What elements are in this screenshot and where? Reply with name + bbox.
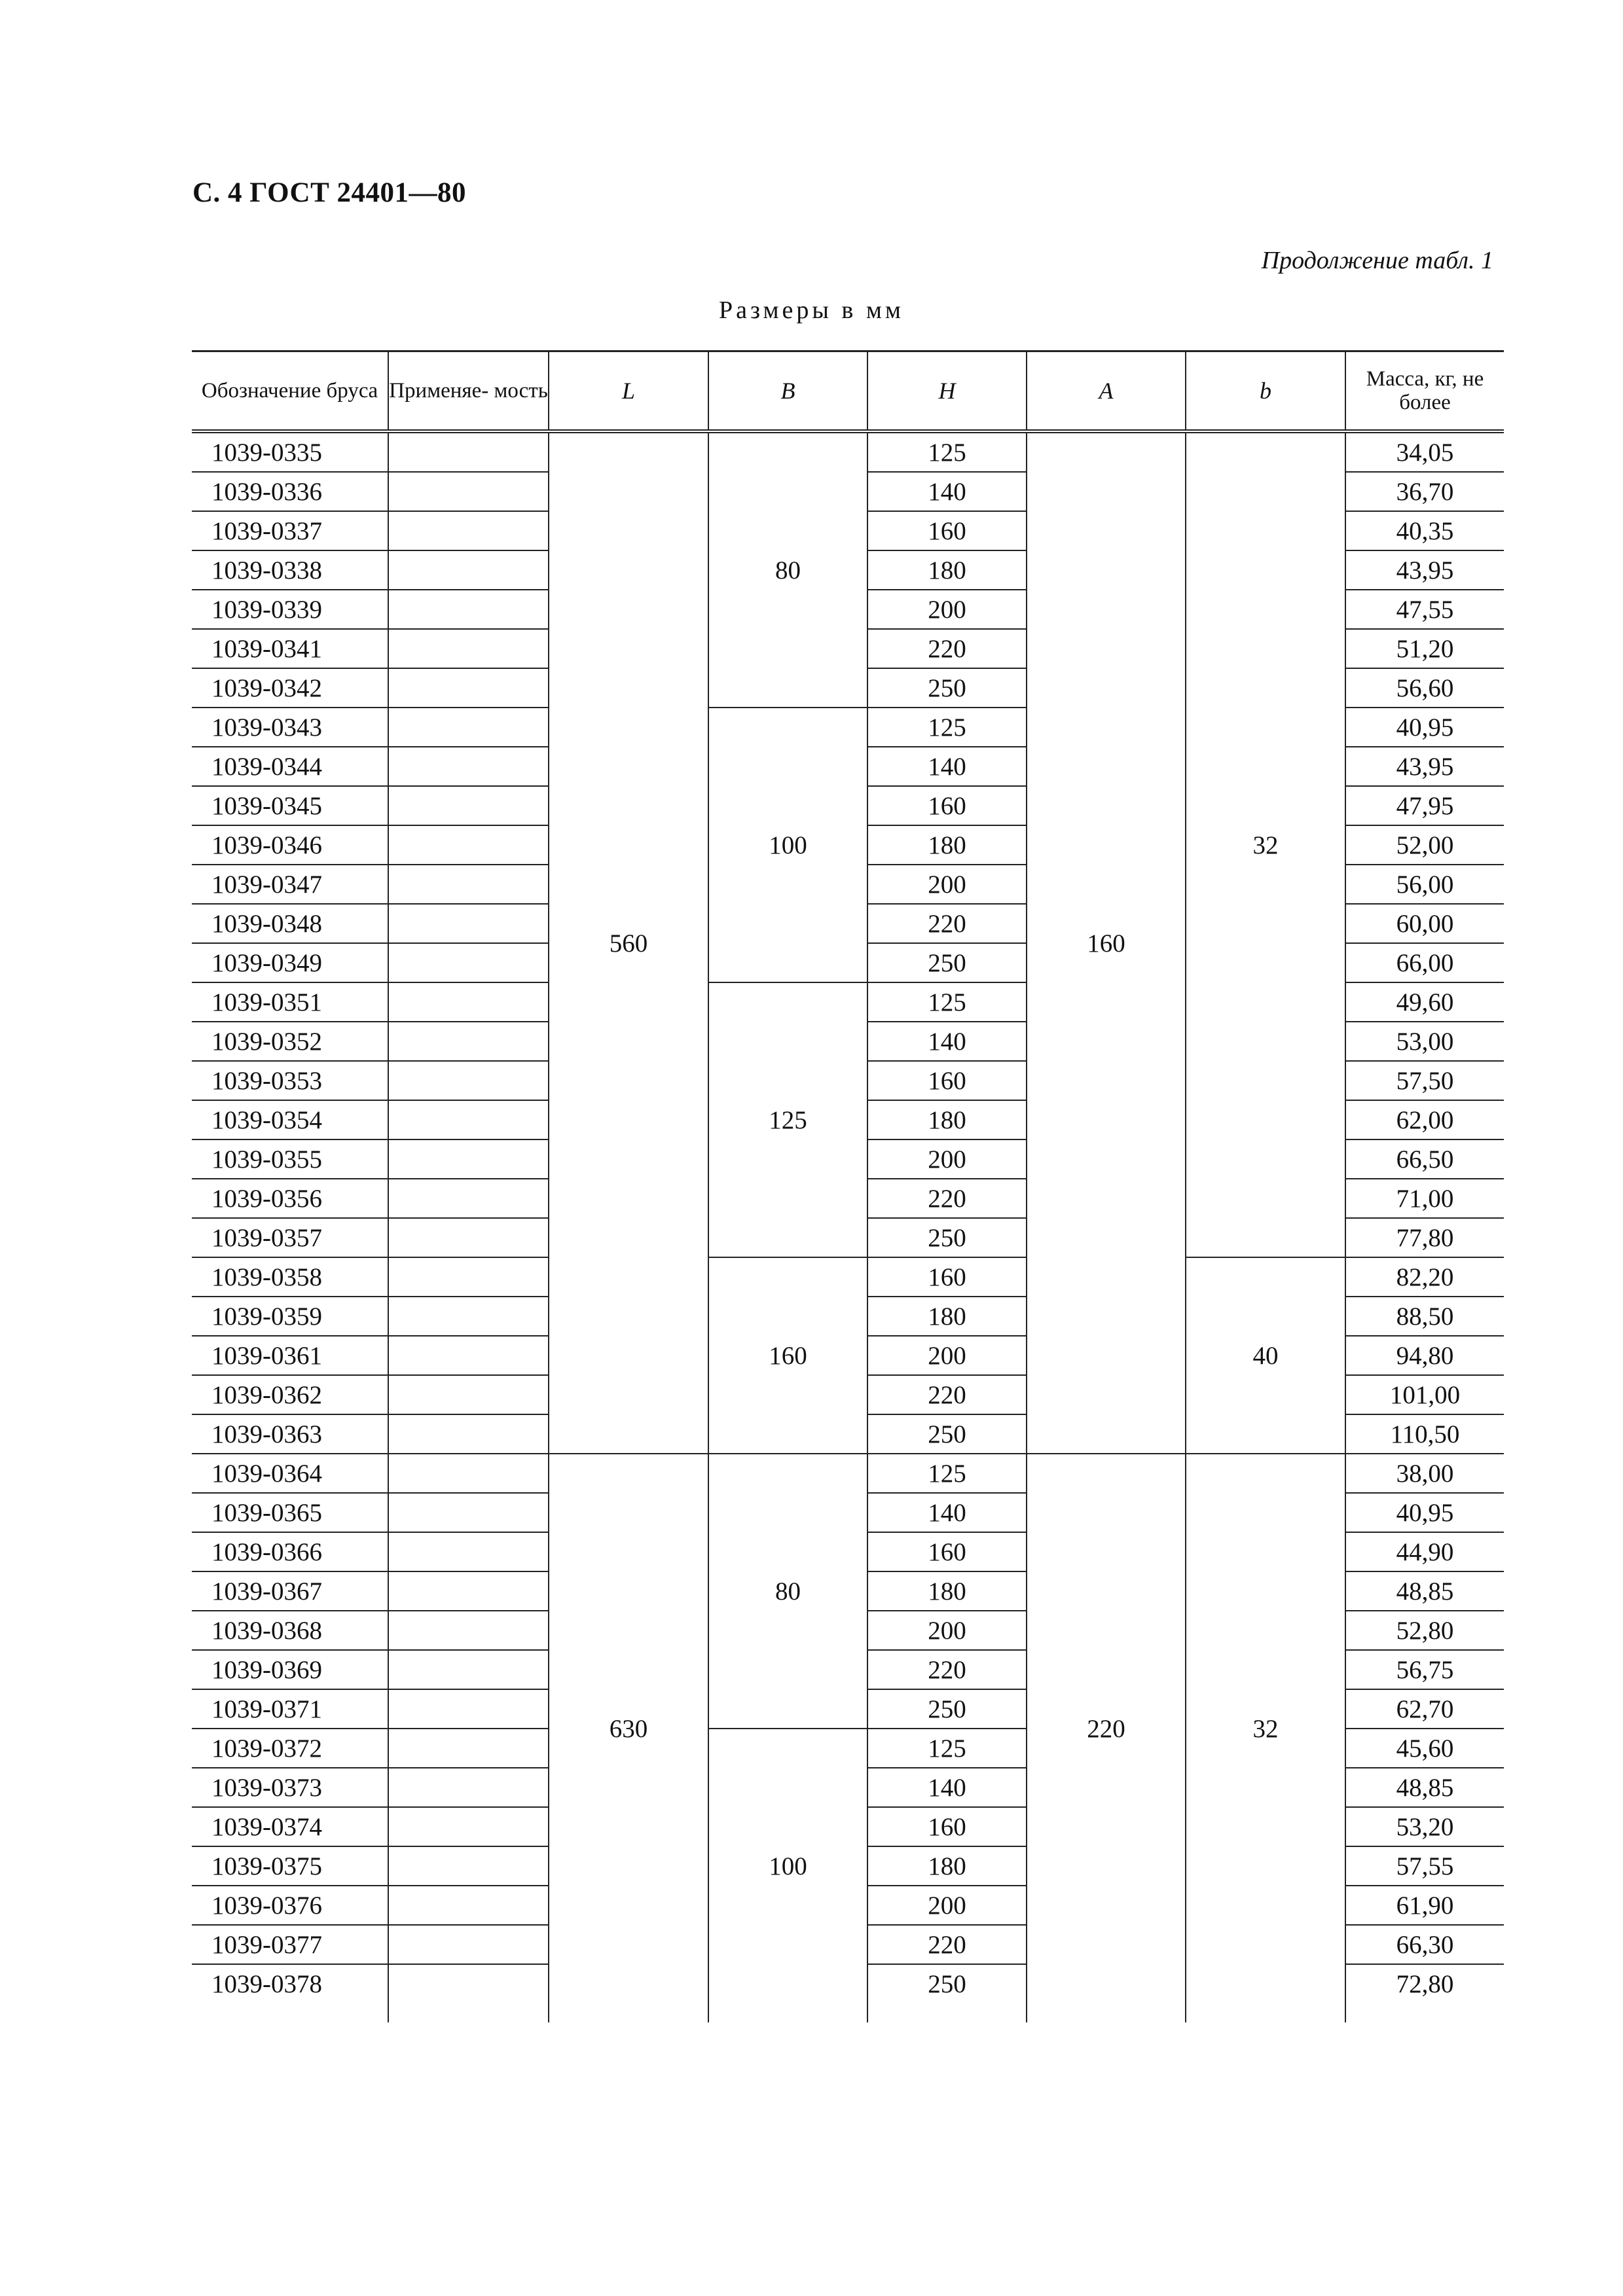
cell-H: 250 xyxy=(867,1414,1027,1454)
cell-code: 1039-0341 xyxy=(192,629,388,668)
cell-applicability xyxy=(388,1179,549,1218)
cell-H: 125 xyxy=(867,1454,1027,1493)
table-continuation-note: Продолжение табл. 1 xyxy=(1261,247,1493,274)
page-header: С. 4 ГОСТ 24401—80 xyxy=(192,177,467,208)
cell-code: 1039-0365 xyxy=(192,1493,388,1532)
cell-b: 40 xyxy=(1186,1257,1345,1454)
cell-B: 80 xyxy=(708,431,867,708)
table-body xyxy=(192,431,1504,2022)
cell-applicability xyxy=(388,1532,549,1571)
table-row xyxy=(192,431,1504,472)
cell-applicability xyxy=(388,825,549,865)
cell-mass: 61,90 xyxy=(1345,1886,1504,1925)
cell-code: 1039-0366 xyxy=(192,1532,388,1571)
cell-mass: 94,80 xyxy=(1345,1336,1504,1375)
cell-mass: 66,00 xyxy=(1345,943,1504,982)
cell-code: 1039-0335 xyxy=(192,431,388,472)
column-header-mass: Масса, кг, не более xyxy=(1345,351,1504,432)
cell-mass: 47,55 xyxy=(1345,590,1504,629)
cell-code: 1039-0374 xyxy=(192,1807,388,1846)
cell-H: 125 xyxy=(867,1729,1027,1768)
cell-applicability xyxy=(388,1493,549,1532)
tail-cell xyxy=(549,2003,708,2022)
cell-mass: 110,50 xyxy=(1345,1414,1504,1454)
cell-applicability xyxy=(388,1257,549,1297)
cell-H: 220 xyxy=(867,1179,1027,1218)
units-caption: Размеры в мм xyxy=(719,296,904,324)
cell-applicability xyxy=(388,1925,549,1964)
cell-code: 1039-0339 xyxy=(192,590,388,629)
cell-applicability xyxy=(388,1100,549,1139)
cell-H: 200 xyxy=(867,1886,1027,1925)
cell-H: 125 xyxy=(867,982,1027,1022)
cell-B: 160 xyxy=(708,1257,867,1454)
cell-H: 200 xyxy=(867,1336,1027,1375)
table-row xyxy=(192,1257,1504,1297)
cell-applicability xyxy=(388,1689,549,1729)
cell-applicability xyxy=(388,1846,549,1886)
cell-mass: 36,70 xyxy=(1345,472,1504,511)
cell-applicability xyxy=(388,1022,549,1061)
cell-applicability xyxy=(388,1139,549,1179)
cell-mass: 57,55 xyxy=(1345,1846,1504,1886)
cell-mass: 45,60 xyxy=(1345,1729,1504,1768)
cell-H: 180 xyxy=(867,1297,1027,1336)
cell-mass: 52,00 xyxy=(1345,825,1504,865)
cell-mass: 71,00 xyxy=(1345,1179,1504,1218)
cell-H: 180 xyxy=(867,1846,1027,1886)
cell-code: 1039-0362 xyxy=(192,1375,388,1414)
cell-H: 200 xyxy=(867,1611,1027,1650)
cell-mass: 43,95 xyxy=(1345,550,1504,590)
cell-applicability xyxy=(388,1414,549,1454)
column-header-L: L xyxy=(549,351,708,432)
cell-code: 1039-0346 xyxy=(192,825,388,865)
cell-code: 1039-0361 xyxy=(192,1336,388,1375)
cell-H: 220 xyxy=(867,1925,1027,1964)
tail-cell xyxy=(192,2003,388,2022)
cell-H: 200 xyxy=(867,865,1027,904)
cell-code: 1039-0375 xyxy=(192,1846,388,1886)
cell-mass: 60,00 xyxy=(1345,904,1504,943)
tail-cell xyxy=(1027,2003,1186,2022)
cell-mass: 101,00 xyxy=(1345,1375,1504,1414)
cell-H: 160 xyxy=(867,1807,1027,1846)
table-row xyxy=(192,1454,1504,1493)
cell-mass: 56,00 xyxy=(1345,865,1504,904)
cell-applicability xyxy=(388,629,549,668)
cell-code: 1039-0364 xyxy=(192,1454,388,1493)
cell-code: 1039-0352 xyxy=(192,1022,388,1061)
cell-applicability xyxy=(388,1571,549,1611)
cell-b: 32 xyxy=(1186,1454,1345,2003)
cell-code: 1039-0353 xyxy=(192,1061,388,1100)
cell-H: 160 xyxy=(867,1257,1027,1297)
cell-H: 250 xyxy=(867,943,1027,982)
cell-code: 1039-0347 xyxy=(192,865,388,904)
cell-mass: 34,05 xyxy=(1345,431,1504,472)
cell-H: 140 xyxy=(867,1768,1027,1807)
cell-code: 1039-0354 xyxy=(192,1100,388,1139)
cell-code: 1039-0371 xyxy=(192,1689,388,1729)
cell-mass: 82,20 xyxy=(1345,1257,1504,1297)
cell-H: 160 xyxy=(867,1061,1027,1100)
cell-H: 250 xyxy=(867,1689,1027,1729)
cell-code: 1039-0338 xyxy=(192,550,388,590)
cell-H: 200 xyxy=(867,590,1027,629)
cell-H: 140 xyxy=(867,1022,1027,1061)
cell-code: 1039-0372 xyxy=(192,1729,388,1768)
cell-mass: 52,80 xyxy=(1345,1611,1504,1650)
tail-cell xyxy=(708,2003,867,2022)
cell-mass: 56,60 xyxy=(1345,668,1504,708)
cell-H: 250 xyxy=(867,1964,1027,2003)
cell-applicability xyxy=(388,431,549,472)
cell-applicability xyxy=(388,472,549,511)
tail-cell xyxy=(1186,2003,1345,2022)
cell-applicability xyxy=(388,1886,549,1925)
cell-mass: 48,85 xyxy=(1345,1571,1504,1611)
cell-H: 140 xyxy=(867,747,1027,786)
table-header-row xyxy=(192,351,1504,432)
cell-mass: 77,80 xyxy=(1345,1218,1504,1257)
cell-mass: 48,85 xyxy=(1345,1768,1504,1807)
cell-H: 220 xyxy=(867,904,1027,943)
cell-L: 630 xyxy=(549,1454,708,2003)
cell-mass: 62,00 xyxy=(1345,1100,1504,1139)
column-header-B: B xyxy=(708,351,867,432)
cell-H: 250 xyxy=(867,1218,1027,1257)
tail-cell xyxy=(388,2003,549,2022)
tail-cell xyxy=(1345,2003,1504,2022)
column-header-b: b xyxy=(1186,351,1345,432)
cell-A: 160 xyxy=(1027,431,1186,1454)
cell-b: 32 xyxy=(1186,431,1345,1257)
cell-code: 1039-0376 xyxy=(192,1886,388,1925)
column-header-A: A xyxy=(1027,351,1186,432)
cell-code: 1039-0378 xyxy=(192,1964,388,2003)
cell-H: 250 xyxy=(867,668,1027,708)
cell-H: 220 xyxy=(867,1375,1027,1414)
cell-mass: 72,80 xyxy=(1345,1964,1504,2003)
cell-H: 125 xyxy=(867,431,1027,472)
cell-applicability xyxy=(388,747,549,786)
cell-applicability xyxy=(388,982,549,1022)
cell-H: 180 xyxy=(867,550,1027,590)
cell-code: 1039-0345 xyxy=(192,786,388,825)
cell-mass: 57,50 xyxy=(1345,1061,1504,1100)
cell-mass: 51,20 xyxy=(1345,629,1504,668)
cell-applicability xyxy=(388,668,549,708)
cell-applicability xyxy=(388,1768,549,1807)
cell-applicability xyxy=(388,1729,549,1768)
cell-code: 1039-0363 xyxy=(192,1414,388,1454)
cell-code: 1039-0344 xyxy=(192,747,388,786)
cell-code: 1039-0351 xyxy=(192,982,388,1022)
cell-code: 1039-0337 xyxy=(192,511,388,550)
cell-applicability xyxy=(388,1650,549,1689)
cell-H: 160 xyxy=(867,786,1027,825)
cell-H: 180 xyxy=(867,1100,1027,1139)
cell-applicability xyxy=(388,1454,549,1493)
cell-H: 125 xyxy=(867,708,1027,747)
cell-B: 100 xyxy=(708,708,867,982)
cell-mass: 56,75 xyxy=(1345,1650,1504,1689)
cell-mass: 40,95 xyxy=(1345,708,1504,747)
cell-applicability xyxy=(388,1611,549,1650)
cell-code: 1039-0349 xyxy=(192,943,388,982)
cell-applicability xyxy=(388,590,549,629)
cell-mass: 88,50 xyxy=(1345,1297,1504,1336)
cell-code: 1039-0369 xyxy=(192,1650,388,1689)
cell-A: 220 xyxy=(1027,1454,1186,2003)
cell-code: 1039-0348 xyxy=(192,904,388,943)
cell-applicability xyxy=(388,550,549,590)
cell-code: 1039-0355 xyxy=(192,1139,388,1179)
cell-mass: 43,95 xyxy=(1345,747,1504,786)
dimensions-table xyxy=(192,350,1504,2022)
table-tail-row xyxy=(192,2003,1504,2022)
cell-applicability xyxy=(388,708,549,747)
cell-B: 80 xyxy=(708,1454,867,1729)
cell-H: 180 xyxy=(867,825,1027,865)
cell-H: 140 xyxy=(867,472,1027,511)
cell-H: 180 xyxy=(867,1571,1027,1611)
cell-code: 1039-0377 xyxy=(192,1925,388,1964)
cell-H: 220 xyxy=(867,629,1027,668)
column-header-H: H xyxy=(867,351,1027,432)
cell-applicability xyxy=(388,1336,549,1375)
tail-cell xyxy=(867,2003,1027,2022)
cell-applicability xyxy=(388,1218,549,1257)
cell-applicability xyxy=(388,1061,549,1100)
cell-code: 1039-0342 xyxy=(192,668,388,708)
cell-applicability xyxy=(388,1375,549,1414)
cell-mass: 44,90 xyxy=(1345,1532,1504,1571)
cell-code: 1039-0359 xyxy=(192,1297,388,1336)
column-header-code: Обозначение брусa xyxy=(192,351,388,432)
cell-applicability xyxy=(388,1807,549,1846)
cell-code: 1039-0356 xyxy=(192,1179,388,1218)
cell-L: 560 xyxy=(549,431,708,1454)
cell-mass: 53,00 xyxy=(1345,1022,1504,1061)
cell-H: 200 xyxy=(867,1139,1027,1179)
cell-applicability xyxy=(388,1297,549,1336)
cell-mass: 66,30 xyxy=(1345,1925,1504,1964)
cell-mass: 40,95 xyxy=(1345,1493,1504,1532)
cell-code: 1039-0368 xyxy=(192,1611,388,1650)
cell-mass: 66,50 xyxy=(1345,1139,1504,1179)
cell-code: 1039-0343 xyxy=(192,708,388,747)
cell-code: 1039-0357 xyxy=(192,1218,388,1257)
cell-mass: 53,20 xyxy=(1345,1807,1504,1846)
cell-applicability xyxy=(388,511,549,550)
column-header-applicability: Применяе- мость xyxy=(388,351,549,432)
cell-H: 160 xyxy=(867,1532,1027,1571)
cell-applicability xyxy=(388,904,549,943)
cell-applicability xyxy=(388,943,549,982)
cell-mass: 49,60 xyxy=(1345,982,1504,1022)
cell-mass: 47,95 xyxy=(1345,786,1504,825)
cell-code: 1039-0373 xyxy=(192,1768,388,1807)
cell-applicability xyxy=(388,865,549,904)
cell-H: 160 xyxy=(867,511,1027,550)
cell-applicability xyxy=(388,786,549,825)
cell-code: 1039-0367 xyxy=(192,1571,388,1611)
cell-applicability xyxy=(388,1964,549,2003)
cell-H: 220 xyxy=(867,1650,1027,1689)
cell-B: 125 xyxy=(708,982,867,1257)
cell-code: 1039-0336 xyxy=(192,472,388,511)
cell-mass: 40,35 xyxy=(1345,511,1504,550)
cell-mass: 62,70 xyxy=(1345,1689,1504,1729)
cell-B: 100 xyxy=(708,1729,867,2003)
cell-code: 1039-0358 xyxy=(192,1257,388,1297)
cell-mass: 38,00 xyxy=(1345,1454,1504,1493)
cell-H: 140 xyxy=(867,1493,1027,1532)
